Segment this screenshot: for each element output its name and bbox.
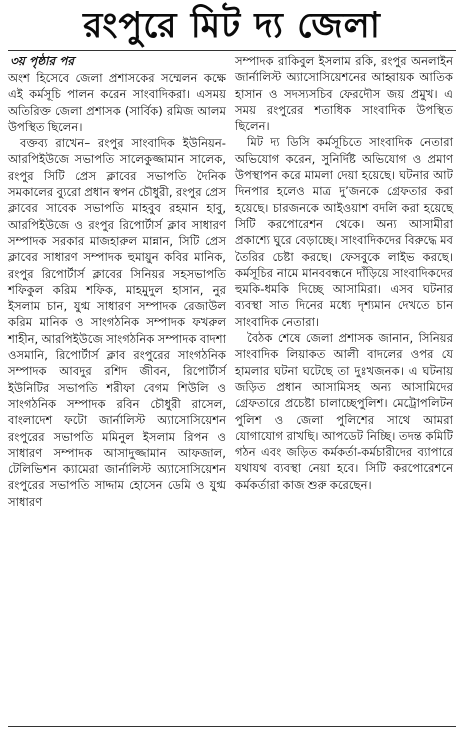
headline: রংপুরে মিট দ্য জেলা <box>83 6 381 46</box>
continued-from-label: ৩য় পৃষ্ঠার পর <box>10 54 75 68</box>
paragraph: বক্তব্য রাখেন– রংপুর সাংবাদিক ইউনিয়ন-আরপিইউজে সভাপতি সালেকুজ্জামান সালেক, রংপুর সিটি প্রেস ক্লাবের সভাপতি দৈনিক সমকালের ব্যুরো প্রধান স্বপন চৌধুরী, রংপুর প্রেস ক্লাবের সাবেক সভাপতি মাহবুব রহমান হাবু, আরপিইউজে ও রংপুর রিপোর্টার্স ক্লাব সাধারণ সম্পাদক সরকার মাজহারুল মান্নান, সিটি প্রেস ক্লাবের সাধারণ সম্পাদক হুমায়ুন কবির মানিক, রংপুর রিপোর্টার্স ক্লাবের সিনিয়র সহসভাপতি শফিকুল করিম শফিক, মাহমুদুল হাসান, নুর ইসলাম চান, যুগ্ম সাধারণ সম্পাদক রেজাউল করিম মানিক ও সাংগঠনিক সম্পাদক ফখরুল শাহীন, আরপিইউজে সাংগঠনিক সম্পাদক বাদশা ওসমানি, রিপোর্টার্স ক্লাব রংপুরের সাংগঠনিক সম্পাদক আবদুর রশিদ জীবন, রিপোর্টার্স ইউনিটির সভাপতি শরীফা বেগম শিউলি ও সাংগঠনিক সম্পাদক রবিন চৌধুরী রাসেল, বাংলাদেশ ফটো জার্নালিস্ট অ্যাসোসিয়েশন রংপুরের সভাপতি মমিনুল ইসলাম রিপন ও সাধারণ সম্পাদক আসাদুজ্জামান আফজাল, টেলিভিশন ক্যামেরা জার্নালিস্ট অ্যাসোসিয়েশন রংপুরের সভাপতি সাদ্দাম হোসেন ডেমি ও যুগ্ম সাধারণ <box>8 136 226 509</box>
headline-divider <box>8 50 456 51</box>
article-column-right <box>235 53 453 493</box>
bottom-divider <box>8 726 456 727</box>
article-column-left <box>8 53 226 510</box>
paragraph: সম্পাদক রাকিবুল ইসলাম রকি, রংপুর অনলাইন জার্নালিস্ট অ্যাসোসিয়েশনের আহ্বায়ক আতিক হাসান ও সদস্যসচিব ফেরদৌস জয় প্রমুখ। এ সময় রংপুরের শতাধিক সাংবাদিক উপস্থিত ছিলেন। <box>235 54 453 134</box>
paragraph: বৈঠক শেষে জেলা প্রশাসক জানান, সিনিয়র সাংবাদিক লিয়াকত আলী বাদলের ওপর যে হামলার ঘটনা ঘটেছে তা দুঃখজনক। এ ঘটনায় জড়িত প্রধান আসামিসহ অন্য আসামিদের গ্রেফতারে প্রচেষ্টা চালাচ্ছেপুলিশ। মেট্রোপলিটন পুলিশ ও জেলা পুলিশের সাথে আমরা যোগাযোগ রাখছি। আপডেট নিচ্ছি। তদন্ত কমিটি গঠন এবং জড়িত কর্মকর্তা-কর্মচারীদের ব্যাপারে যথাযথ ব্যবস্থা নেয়া হবে। সিটি করপোরেশনে কর্মকর্তারা কাজ শুরু করেছেন। <box>235 331 453 492</box>
paragraph: অংশ হিসেবে জেলা প্রশাসকের সম্মেলন কক্ষে এই কর্মসূচি পালন করেন সাংবাদিকরা। এসময় অতিরিক্ত জেলা প্রশাসক (সার্বিক) রমিজ আলম উপস্থিত ছিলেন। <box>8 71 226 134</box>
paragraph: মিট দ্য ডিসি কর্মসূচিতে সাংবাদিক নেতারা অভিযোগ করেন, সুনির্দিষ্ট অভিযোগ ও প্রমাণ উপস্থাপন করে মামলা দেয়া হয়েছে। ঘটনার আট দিনপার হলেও মাত্র দু’জনকে গ্রেফতার করা হয়েছে। চারজনকে আইওয়াশ বদলি করা হয়েছে সিটি করপোরেশন থেকে। অন্য আসামীরা প্রকাশ্যে ঘুরে বেড়াচ্ছে। সাংবাদিকদের বিরুদ্ধে মব তৈরির চেষ্টা করছে। ফেসবুকে লাইভ করছে। কর্মসূচির নামে মানববন্ধনে দাঁড়িয়ে সাংবাদিকদের হুমকি-ধমকি দিচ্ছে আসামিরা। এসব ঘটনার ব্যবস্থা সাত দিনের মধ্যে দৃশ্যমান দেখতে চান সাংবাদিক নেতারা। <box>235 135 453 329</box>
